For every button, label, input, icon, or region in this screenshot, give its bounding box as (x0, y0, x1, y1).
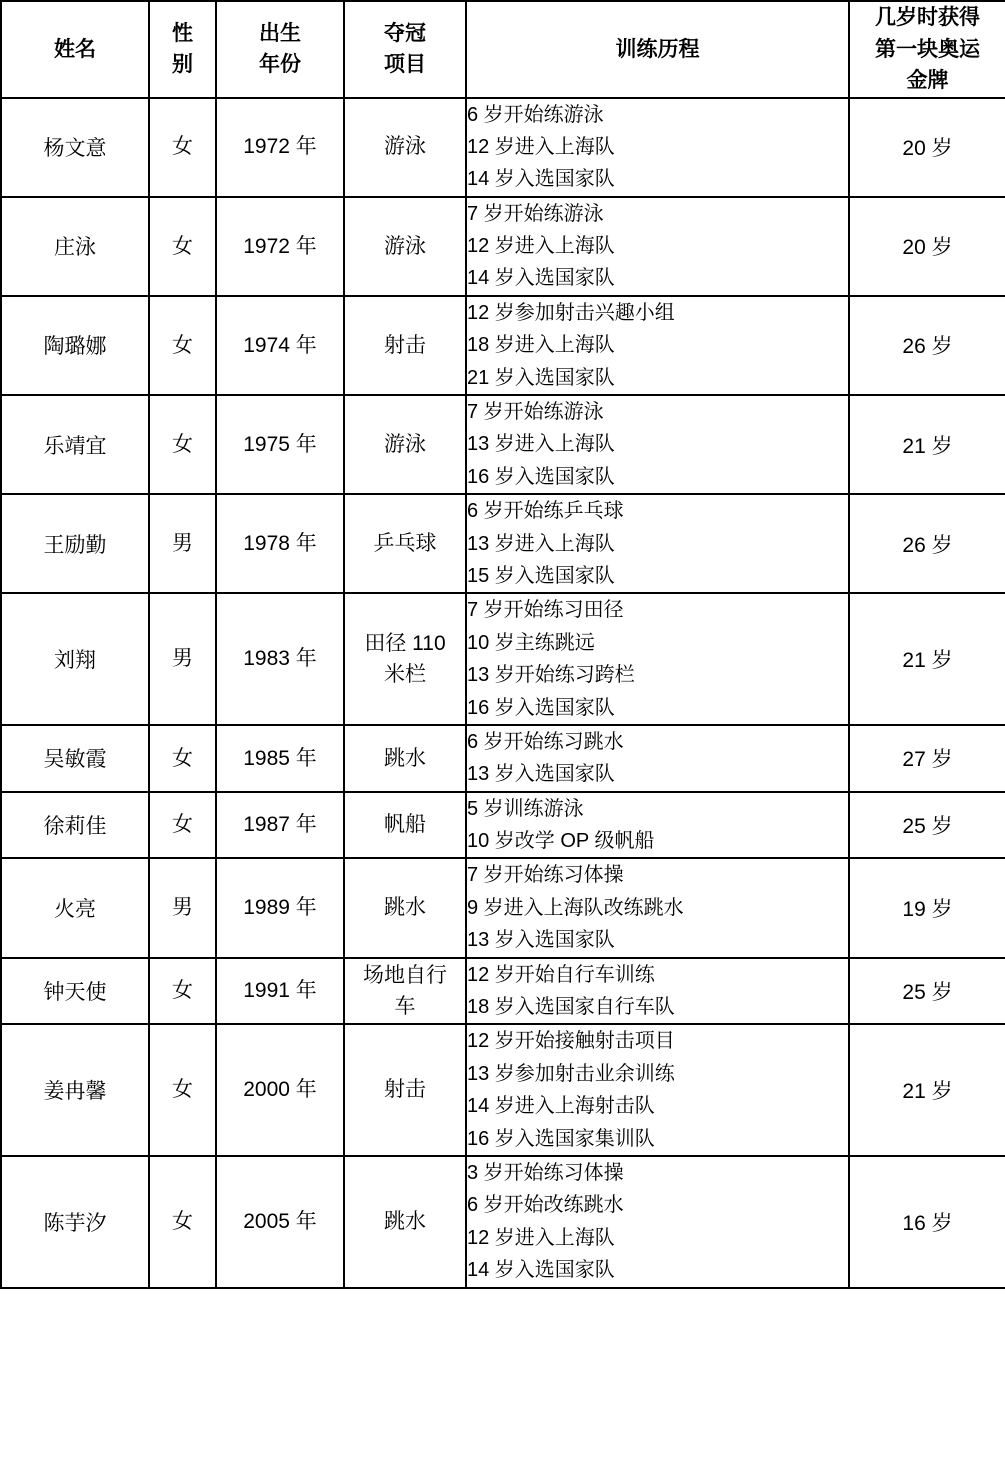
cell-gender: 女 (149, 197, 216, 296)
training-history-line: 6 岁开始改练跳水 (467, 1194, 624, 1217)
training-history-line: 12 岁参加射击兴趣小组 (467, 301, 675, 324)
training-history-line: 6 岁开始练习跳水 (467, 730, 624, 753)
cell-training-history (466, 725, 849, 792)
cell-training-history (466, 1156, 849, 1288)
cell-first-gold-age: 19 岁 (849, 858, 1005, 957)
cell-event-line: 田径 110 (364, 631, 446, 655)
cell-training-history (466, 858, 849, 957)
column-header-training-history (466, 1, 849, 98)
training-history-line: 12 岁开始接触射击项目 (467, 1030, 675, 1053)
column-header-line: 性 (172, 21, 193, 45)
training-history-line: 16 岁入选国家队 (467, 696, 615, 719)
table-row (1, 858, 1005, 957)
training-history-line: 14 岁进入上海射击队 (467, 1095, 655, 1118)
training-history-line: 12 岁进入上海队 (467, 235, 615, 258)
training-history-line: 13 岁入选国家队 (467, 929, 615, 952)
column-header-line: 金牌 (906, 69, 949, 92)
table-row (1, 494, 1005, 593)
column-header-line: 年份 (259, 53, 301, 77)
column-header-name (1, 1, 149, 98)
column-header-event (344, 1, 466, 98)
table-row (1, 593, 1005, 725)
cell-training-history (466, 197, 849, 296)
cell-birth-year: 1974 年 (216, 296, 344, 395)
cell-first-gold-age: 26 岁 (849, 494, 1005, 593)
training-history-line: 21 岁入选国家队 (467, 366, 615, 389)
column-header-line: 几岁时获得 (875, 6, 980, 29)
cell-athlete-name: 王励勤 (1, 494, 149, 593)
cell-gender: 女 (149, 1156, 216, 1288)
cell-gender: 男 (149, 593, 216, 725)
cell-birth-year: 1983 年 (216, 593, 344, 725)
training-history-line: 16 岁入选国家集训队 (467, 1127, 655, 1150)
cell-event-line: 场地自行 (363, 963, 447, 987)
cell-athlete-name: 火亮 (1, 858, 149, 957)
cell-first-gold-age: 16 岁 (849, 1156, 1005, 1288)
cell-birth-year: 1991 年 (216, 958, 344, 1025)
table-row (1, 98, 1005, 197)
cell-birth-year: 1972 年 (216, 197, 344, 296)
training-history-line: 16 岁入选国家队 (467, 465, 615, 488)
cell-gender: 女 (149, 958, 216, 1025)
training-history-line: 13 岁进入上海队 (467, 433, 615, 456)
cell-first-gold-age: 27 岁 (849, 725, 1005, 792)
table-row (1, 197, 1005, 296)
cell-event: 游泳 (344, 395, 466, 494)
training-history-line: 12 岁进入上海队 (467, 135, 615, 158)
cell-gender: 女 (149, 1024, 216, 1156)
cell-birth-year: 2005 年 (216, 1156, 344, 1288)
cell-event: 射击 (344, 296, 466, 395)
training-history-line: 18 岁入选国家自行车队 (467, 996, 675, 1019)
cell-training-history (466, 494, 849, 593)
cell-athlete-name: 刘翔 (1, 593, 149, 725)
table-row (1, 395, 1005, 494)
training-history-line: 6 岁开始练乒乓球 (467, 500, 624, 523)
cell-event: 游泳 (344, 98, 466, 197)
cell-first-gold-age: 25 岁 (849, 958, 1005, 1025)
cell-gender: 女 (149, 725, 216, 792)
cell-event: 游泳 (344, 197, 466, 296)
training-history-line: 7 岁开始练习体操 (467, 864, 624, 887)
cell-training-history (466, 296, 849, 395)
training-history-line: 14 岁入选国家队 (467, 168, 615, 191)
column-header-birth-year (216, 1, 344, 98)
cell-first-gold-age: 20 岁 (849, 98, 1005, 197)
training-history-line: 13 岁开始练习跨栏 (467, 664, 635, 687)
training-history-line: 12 岁进入上海队 (467, 1226, 615, 1249)
training-history-line: 18 岁进入上海队 (467, 334, 615, 357)
column-header-line: 别 (172, 53, 193, 77)
training-history-line: 14 岁入选国家队 (467, 1259, 615, 1282)
cell-event: 跳水 (344, 1156, 466, 1288)
training-history-line: 7 岁开始练游泳 (467, 401, 604, 424)
column-header-line: 项目 (384, 53, 426, 77)
column-header-line: 姓名 (54, 37, 96, 61)
training-history-line: 7 岁开始练游泳 (467, 202, 604, 225)
cell-training-history (466, 395, 849, 494)
cell-event-line: 米栏 (384, 663, 426, 687)
table-row (1, 958, 1005, 1025)
column-header-line: 出生 (259, 21, 301, 45)
table-header (1, 1, 1005, 98)
cell-athlete-name: 庄泳 (1, 197, 149, 296)
cell-event: 跳水 (344, 725, 466, 792)
cell-birth-year: 1975 年 (216, 395, 344, 494)
table-row (1, 1156, 1005, 1288)
column-header-line: 训练历程 (615, 37, 700, 61)
cell-gender: 男 (149, 858, 216, 957)
cell-athlete-name: 钟天使 (1, 958, 149, 1025)
cell-training-history (466, 792, 849, 859)
cell-event (344, 593, 466, 725)
training-history-line: 7 岁开始练习田径 (467, 599, 624, 622)
training-history-line: 9 岁进入上海队改练跳水 (467, 896, 684, 919)
cell-event: 射击 (344, 1024, 466, 1156)
table-row (1, 725, 1005, 792)
cell-training-history (466, 958, 849, 1025)
column-header-line: 夺冠 (384, 21, 426, 45)
cell-gender: 女 (149, 98, 216, 197)
header-row (1, 1, 1005, 98)
cell-event: 帆船 (344, 792, 466, 859)
cell-birth-year: 2000 年 (216, 1024, 344, 1156)
training-history-line: 13 岁入选国家队 (467, 763, 615, 786)
cell-athlete-name: 陈芋汐 (1, 1156, 149, 1288)
table-body (1, 98, 1005, 1288)
training-history-line: 3 岁开始练习体操 (467, 1162, 624, 1184)
cell-event (344, 958, 466, 1025)
cell-gender: 男 (149, 494, 216, 593)
column-header-line: 第一块奥运 (875, 37, 980, 61)
cell-event-line: 车 (394, 995, 416, 1019)
cell-first-gold-age: 21 岁 (849, 593, 1005, 725)
training-history-line: 10 岁改学 OP 级帆船 (467, 830, 655, 853)
cell-birth-year: 1989 年 (216, 858, 344, 957)
training-history-line: 10 岁主练跳远 (467, 631, 595, 654)
cell-first-gold-age: 26 岁 (849, 296, 1005, 395)
column-header-first-gold-age (849, 1, 1005, 98)
cell-first-gold-age: 21 岁 (849, 395, 1005, 494)
cell-first-gold-age: 25 岁 (849, 792, 1005, 859)
cell-athlete-name: 杨文意 (1, 98, 149, 197)
training-history-line: 14 岁入选国家队 (467, 267, 615, 290)
training-history-line: 13 岁进入上海队 (467, 532, 615, 555)
cell-athlete-name: 陶璐娜 (1, 296, 149, 395)
training-history-line: 12 岁开始自行车训练 (467, 963, 655, 986)
table-row (1, 792, 1005, 859)
cell-training-history (466, 98, 849, 197)
training-history-line: 13 岁参加射击业余训练 (467, 1062, 675, 1085)
cell-training-history (466, 593, 849, 725)
cell-event: 乒乓球 (344, 494, 466, 593)
cell-birth-year: 1985 年 (216, 725, 344, 792)
cell-athlete-name: 姜冉馨 (1, 1024, 149, 1156)
cell-training-history (466, 1024, 849, 1156)
training-history-line: 6 岁开始练游泳 (467, 103, 604, 126)
training-history-line: 5 岁训练游泳 (467, 797, 584, 820)
column-header-gender (149, 1, 216, 98)
cell-first-gold-age: 20 岁 (849, 197, 1005, 296)
cell-birth-year: 1978 年 (216, 494, 344, 593)
table-row (1, 296, 1005, 395)
cell-athlete-name: 乐靖宜 (1, 395, 149, 494)
cell-gender: 女 (149, 296, 216, 395)
cell-gender: 女 (149, 792, 216, 859)
cell-athlete-name: 徐莉佳 (1, 792, 149, 859)
cell-event: 跳水 (344, 858, 466, 957)
cell-first-gold-age: 21 岁 (849, 1024, 1005, 1156)
cell-athlete-name: 吴敏霞 (1, 725, 149, 792)
cell-gender: 女 (149, 395, 216, 494)
table-row (1, 1024, 1005, 1156)
training-history-line: 15 岁入选国家队 (467, 564, 615, 587)
cell-birth-year: 1987 年 (216, 792, 344, 859)
cell-birth-year: 1972 年 (216, 98, 344, 197)
